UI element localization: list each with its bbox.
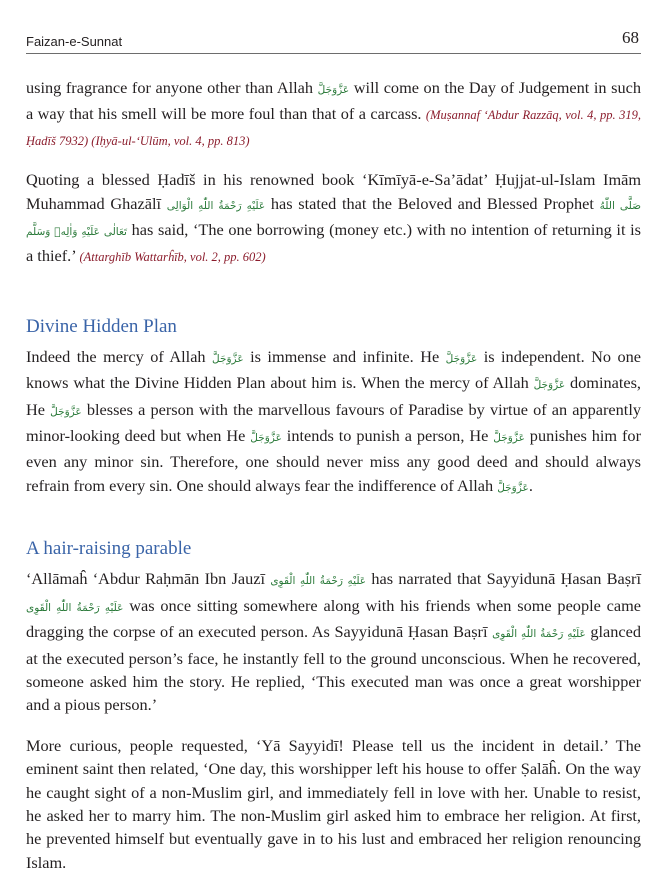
section-heading-parable: A hair-raising parable [26, 538, 192, 560]
honorific-allah: عَزَّوَجَلَّ [317, 84, 350, 96]
paragraph-hadith-quote [26, 168, 641, 270]
text: is independent. No one knows what the Divine Hidden Plan about him is. When the mercy of Allah [26, 346, 642, 393]
text: . [528, 475, 533, 495]
text: has said, ‘The one borrowing (money etc.) with no intention of returning it is a thief.’ [26, 220, 642, 266]
page-number: 68 [622, 28, 639, 47]
section-heading-divine-plan: Divine Hidden Plan [26, 315, 177, 337]
honorific-saint: عَلَيْهِ رَحْمَةُ اللّٰهِ الْقَوِى [492, 628, 586, 641]
reference: (Attarghīb Wattarĥīb, vol. 2, pp. 602) [79, 250, 266, 265]
text: punishes him for even any minor sin. Therefore, one should never miss any good deed and should always refrain from every sin. One should always fear the indifference of Allah [26, 426, 641, 495]
honorific-allah: عَزَّوَجَلَّ [212, 352, 244, 365]
honorific-allah: عَزَّوَجَلَّ [250, 432, 282, 445]
text: has stated that the Beloved and Blessed Prophet [265, 193, 600, 213]
text: will come on the Day of Judgement in such a way that his smell will be more foul than that of a carcass. [26, 78, 642, 124]
reference: (Muṣannaf ‘Abdur Razzāq, vol. 4, pp. 319, Ḥadīš 7932) (Iḥyā-ul-‘Ulūm, vol. 4, pp. 813) [26, 108, 641, 148]
honorific-allah: عَزَّوَجَلَّ [497, 481, 529, 494]
page-content [26, 76, 641, 874]
text: blesses a person with the marvellous favours of Paradise by virtue of an apparently minor-looking deed but when He [26, 399, 641, 446]
paragraph-parable [26, 567, 641, 716]
text: Quoting a blessed Ḥadīš in his renowned book ‘Kīmīyā-e-Sa’ādat’ Ḥujjat-ul-Islam Imām Muhammad Ghazālī [26, 170, 641, 213]
page-header [26, 27, 641, 54]
text: using fragrance for anyone other than Allah [26, 78, 318, 97]
text: dominates, He [26, 373, 641, 419]
text: was once sitting somewhere along with his friends when some people came dragging the corpse of an executed person. As Sayyidunā Ḥasan Baṣrī [26, 595, 642, 642]
text: has narrated that Sayyidunā Ḥasan Baṣrī [366, 569, 641, 589]
honorific-allah: عَزَّوَجَلَّ [50, 405, 82, 418]
honorific-allah: عَزَّوَجَلَّ [493, 432, 525, 445]
text: ‘Allāmaĥ ‘Abdur Raḥmān Ibn Jauzī [26, 569, 271, 589]
honorific-saint: عَلَيْهِ رَحْمَةُ اللّٰهِ الْقَوِى [26, 601, 124, 614]
book-title: Faizan-e-Sunnat [26, 34, 123, 49]
text: is immense and infinite. He [243, 346, 446, 366]
text: glanced at the executed person’s face, he instantly fell to the ground unconscious. When he recovered, someone asked him the story. He replied, ‘This executed man was once a great worshipper and a pious person.’ [26, 622, 641, 715]
text: intends to punish a person, He [281, 426, 494, 446]
paragraph-fragrance [26, 76, 641, 153]
paragraph-divine-plan [26, 345, 641, 500]
honorific-saint: عَلَيْهِ رَحْمَةُ اللّٰهِ الْقَوِى [270, 575, 367, 588]
text: Indeed the mercy of Allah [26, 346, 213, 366]
honorific-allah: عَزَّوَجَلَّ [533, 379, 566, 392]
honorific-prophet: صَلَّى اللّٰهُ تَعَالٰى عَلَيْهِ وَاٰلِهٖ وَسَلَّم [26, 199, 642, 239]
paragraph-incident: More curious, people requested, ‘Yā Sayyidī! Please tell us the incident in detail.’ The eminent saint then related, ‘One day, this worshipper left his house to offer Ṣalāĥ. On the way he caught sight of a non-Muslim girl, and immediately fell in love with her. Unable to resist, he asked her to marry him. The non-Muslim girl asked him to embrace her religion. At first, he prevented himself but eventually gave in to his lust and embraced her religion renouncing Islam. [26, 735, 641, 872]
honorific-ghazali: عَلَيْهِ رَحْمَةُ اللّٰهِ الْوَالِى [166, 199, 266, 212]
honorific-allah: عَزَّوَجَلَّ [445, 352, 478, 365]
